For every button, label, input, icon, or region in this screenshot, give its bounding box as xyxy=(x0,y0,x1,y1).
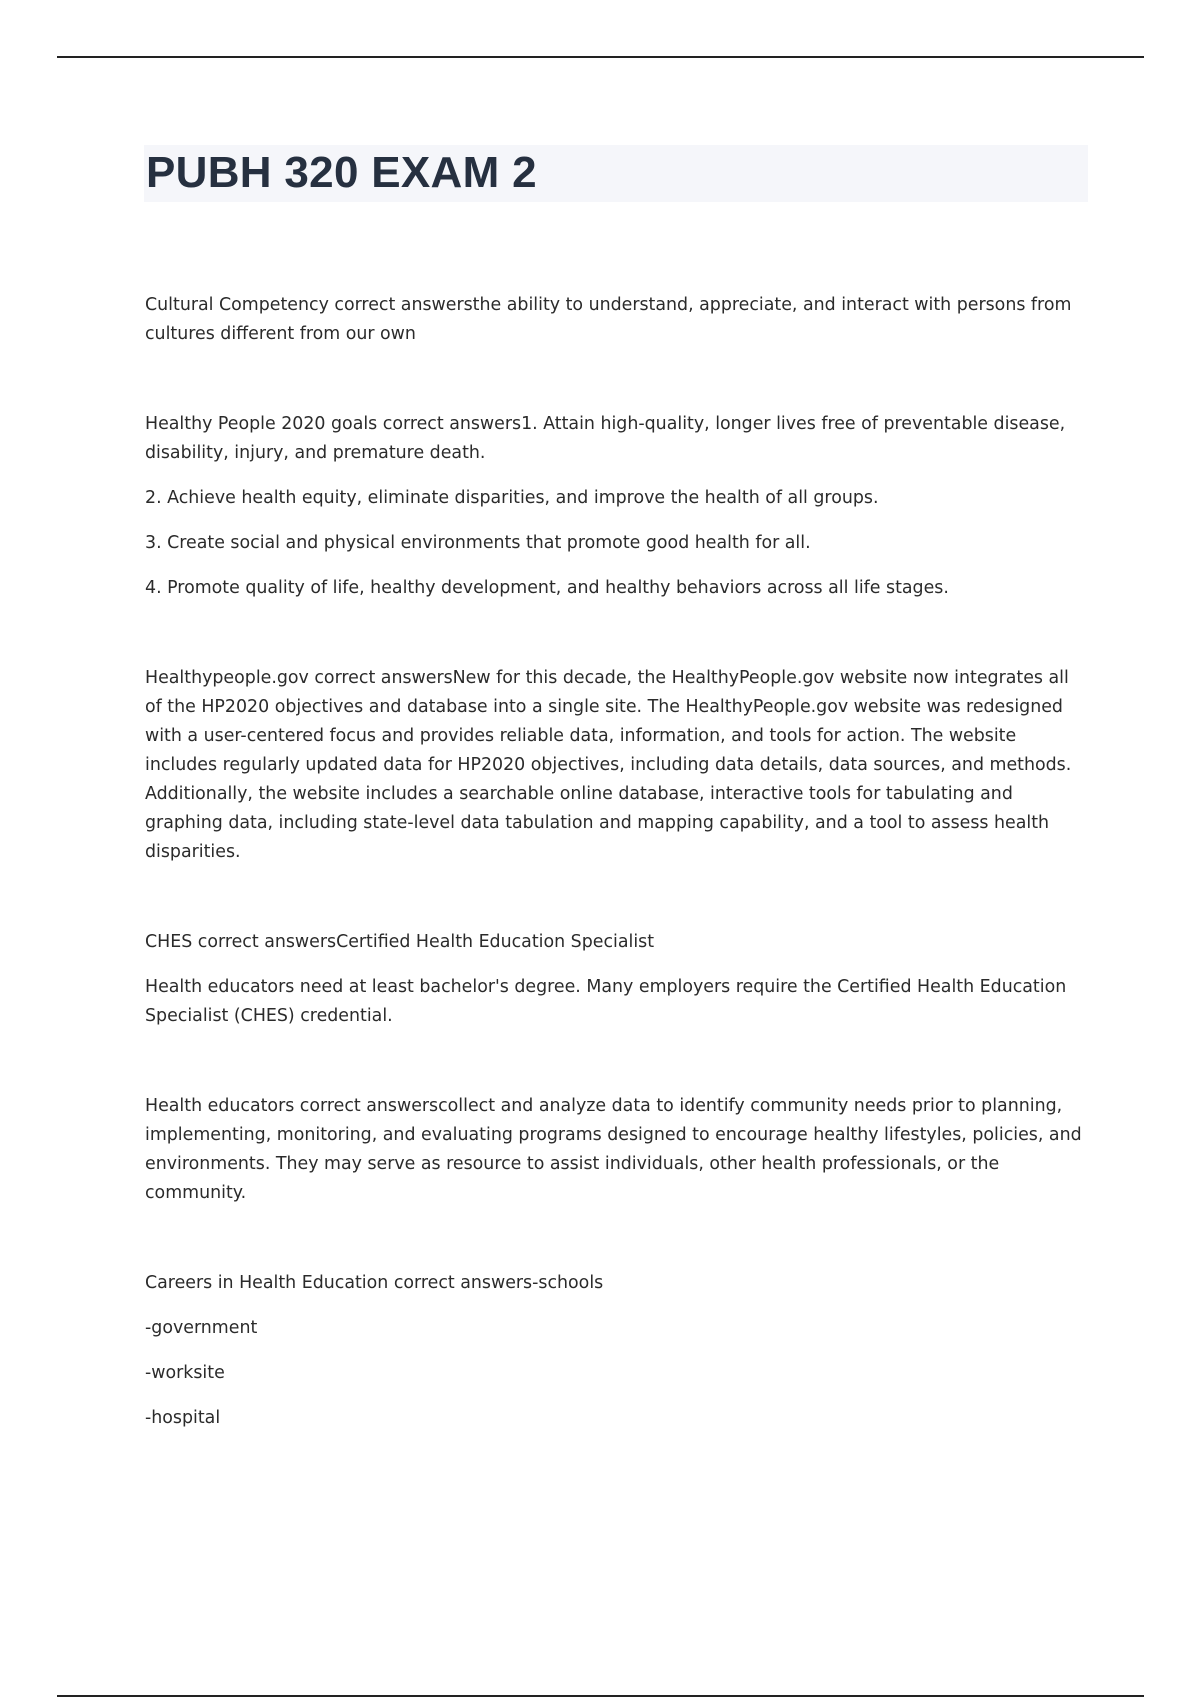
flashcard-ches xyxy=(145,928,1090,1031)
card-text: Health educators need at least bachelor's degree. Many employers require the Certified Health Education Specialist (CHES) credential. xyxy=(145,977,1067,1026)
card-text: Careers in Health Education correct answers-schools xyxy=(145,1273,604,1293)
card-text: Cultural Competency correct answersthe ability to understand, appreciate, and interact with persons from cultures different from our own xyxy=(145,295,1072,344)
card-text: Healthy People 2020 goals correct answers1. Attain high-quality, longer lives free of preventable disease, disability, injury, and premature death. xyxy=(145,414,1066,463)
bottom-rule xyxy=(57,1695,1144,1697)
flashcard-cultural-competency xyxy=(145,291,1090,349)
page-title: PUBH 320 EXAM 2 xyxy=(146,148,537,197)
card-text: CHES correct answersCertified Health Education Specialist xyxy=(145,932,655,952)
card-text: 4. Promote quality of life, healthy development, and healthy behaviors across all life stages. xyxy=(145,578,949,598)
flashcard-healthy-people-goals xyxy=(145,410,1090,603)
card-text: 2. Achieve health equity, eliminate disparities, and improve the health of all groups. xyxy=(145,488,879,508)
card-text: Healthypeople.gov correct answersNew for this decade, the HealthyPeople.gov website now integrates all of the HP2020 objectives and database into a single site. The HealthyPeople.gov website was redesigned with a user-centered focus and provides reliable data, information, and tools for action. The website includes regularly updated data for HP2020 objectives, including data details, data sources, and methods. Additionally, the website includes a searchable online database, interactive tools for tabulating and graphing data, including state-level data tabulation and mapping capability, and a tool to assess health disparities. xyxy=(145,668,1072,862)
card-text: -government xyxy=(145,1318,258,1338)
flashcard-careers xyxy=(145,1269,1090,1433)
flashcard-healthypeople-gov xyxy=(145,664,1090,867)
card-text: -worksite xyxy=(145,1363,225,1383)
card-text: 3. Create social and physical environments that promote good health for all. xyxy=(145,533,811,553)
card-text: -hospital xyxy=(145,1408,221,1428)
card-text: Health educators correct answerscollect and analyze data to identify community needs prior to planning, implementing, monitoring, and evaluating programs designed to encourage healthy lifestyles, policies, and environments. They may serve as resource to assist individuals, other health professionals, or the community. xyxy=(145,1096,1082,1203)
flashcard-list xyxy=(145,291,1090,1494)
top-rule xyxy=(57,56,1144,58)
flashcard-health-educators xyxy=(145,1092,1090,1208)
